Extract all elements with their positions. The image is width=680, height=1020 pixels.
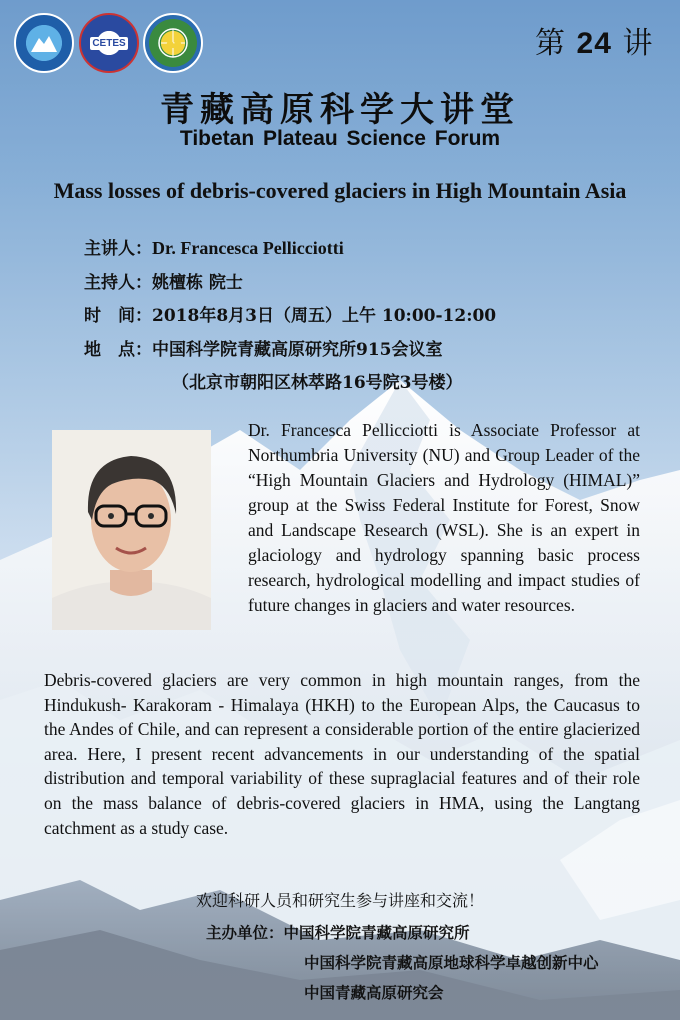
talk-abstract: Debris-covered glaciers are very common in high mountain ranges, from the Hindukush- Karakoram - Himalaya (HKH) to the European Alps, the Caucasus to the Andes of Chile, and can represent a considerable portion of the entire glacierized area. Here, I present recent advancements in our understanding of the spatial distribution and temporal variability of these supraglacial features and of their role on the mass balance of debris-covered glaciers in HMA, using the Langtang catchment as a study case. [44, 670, 640, 838]
time-value: 2018年8月3日（周五）上午 10:00-12:00 [152, 306, 497, 326]
cetes-logo-text: CETES [92, 37, 126, 49]
speaker-value: Dr. Francesca Pellicciotti [152, 238, 344, 258]
organizer-label: 主办单位： [206, 924, 284, 942]
organizer-row [206, 921, 470, 943]
forum-title-cn: 青藏高原科学大讲堂 [160, 90, 520, 130]
lecture-number-value: 24 [576, 27, 612, 60]
host-label: 主持人： [84, 273, 152, 293]
time-row [84, 301, 496, 326]
cetes-logo-icon [79, 13, 139, 73]
talk-title: Mass losses of debris-covered glaciers in High Mountain Asia [53, 178, 627, 203]
lecture-suffix: 讲 [622, 26, 654, 61]
speaker-row [84, 234, 344, 259]
organizer-2: 中国科学院青藏高原地球科学卓越创新中心 [304, 954, 599, 972]
host-row [84, 268, 243, 293]
time-label: 时 间： [84, 306, 152, 326]
organizer-1: 中国科学院青藏高原研究所 [283, 924, 470, 942]
address: （北京市朝阳区林萃路16号院3号楼） [172, 373, 463, 393]
itp-logo-icon [14, 13, 74, 73]
place-row [84, 335, 443, 360]
speaker-bio: Dr. Francesca Pellicciotti is Associate Professor at Northumbria University (NU) and Group Leader of the “High Mountain Glaciers and Hydrology (HIMAL)” group at the Swiss Federal Institute for Forest, Snow and Landscape Research (WSL). She is an expert in glaciology and hydrology spanning basic process research, hydrological modelling and impact studies of future changes in glaciers and water resources. [248, 420, 640, 615]
organizer-3: 中国青藏高原研究会 [304, 984, 444, 1002]
tibetan-plateau-society-logo-icon [143, 13, 203, 73]
speaker-photo [52, 430, 211, 630]
speaker-label: 主讲人： [84, 239, 152, 259]
place-label: 地 点： [84, 340, 152, 360]
place-value: 中国科学院青藏高原研究所915会议室 [152, 340, 443, 360]
lecture-number [535, 18, 653, 62]
forum-title-en: Tibetan Plateau Science Forum [179, 127, 501, 150]
welcome-message: 欢迎科研人员和研究生参与讲座和交流！ [195, 891, 484, 910]
lecture-prefix: 第 [535, 26, 566, 61]
host-value: 姚檀栋 院士 [152, 273, 243, 293]
